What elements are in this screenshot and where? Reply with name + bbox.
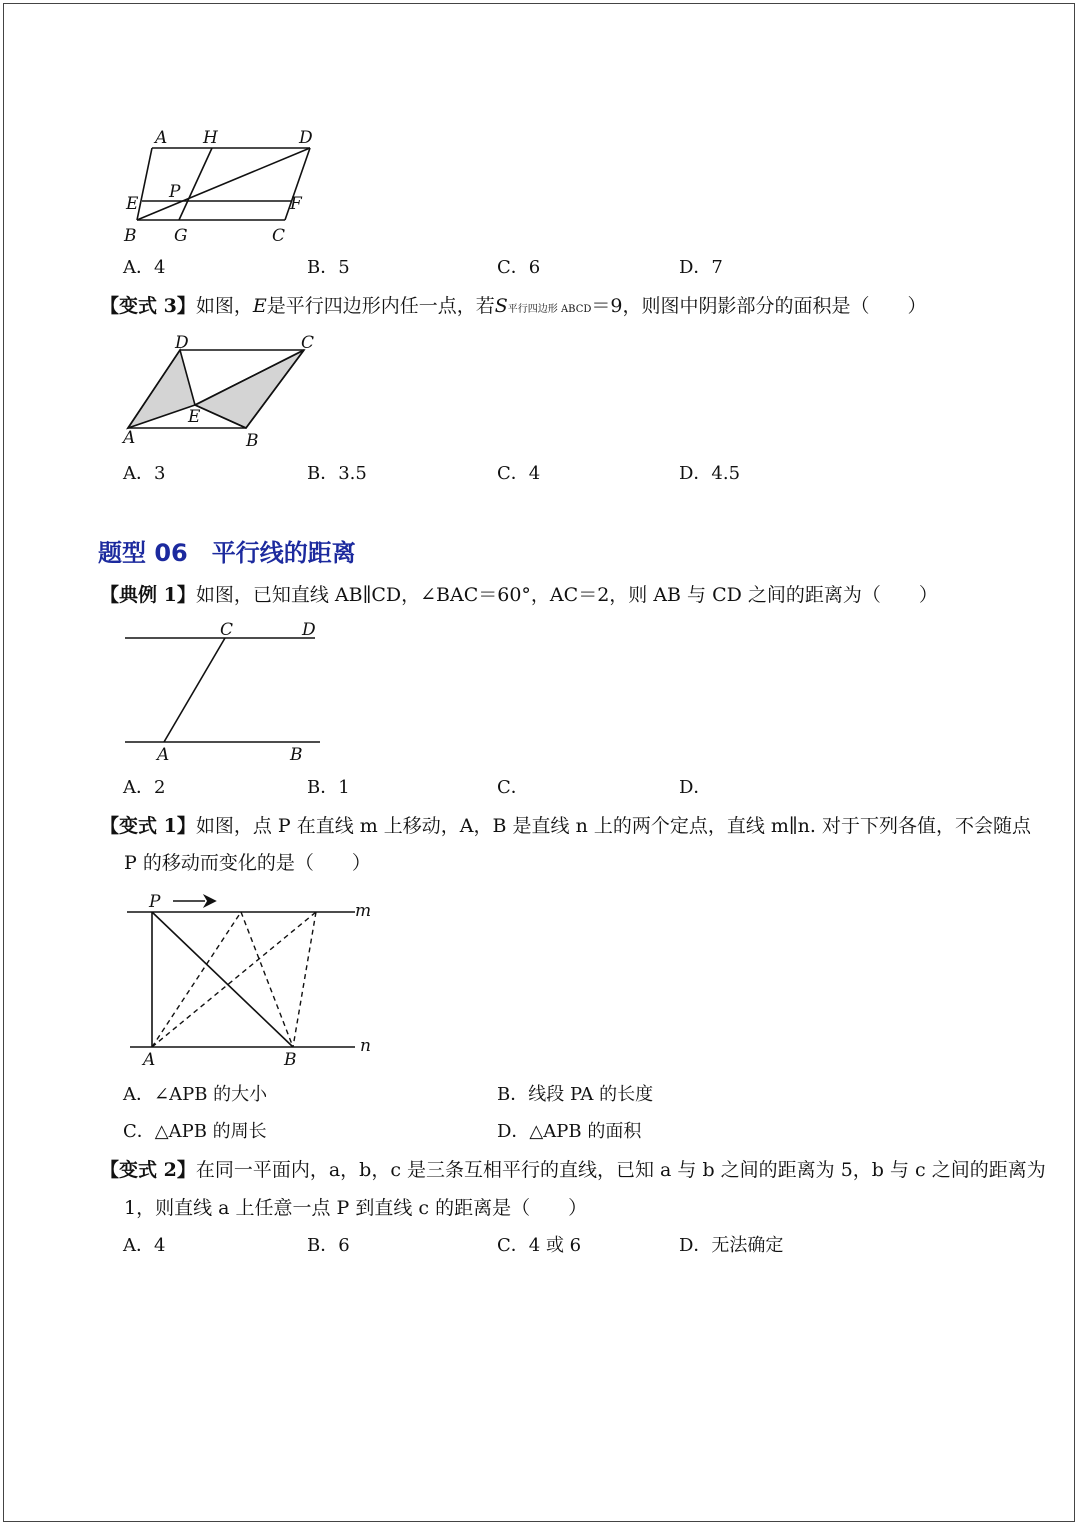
dashed-segment (152, 912, 316, 1047)
fig4-label-a: A (143, 1050, 156, 1070)
question-text-part: 是平行四边形内任一点，若 (266, 295, 495, 317)
fig3-label-a: A (157, 745, 170, 765)
question-text-part: ＝9，则图中阴影部分的面积是（ ） (591, 295, 927, 317)
option-d[interactable]: D．无法确定 (679, 1235, 784, 1256)
question-variant-2-line2: 1，则直线 a 上任意一点 P 到直线 c 的距离是（ ） (124, 1197, 588, 1219)
question-variant-1-line2: P 的移动而变化的是（ ） (124, 852, 371, 874)
fig2-label-a: A (123, 428, 136, 448)
question-variant-3 (100, 294, 926, 322)
question-var-s: S (494, 295, 508, 317)
fig4-label-p: P (149, 892, 161, 912)
fig1-line-hg (179, 148, 212, 220)
question-tag: 【变式 2】 (100, 1159, 196, 1181)
fig1-edge-ab (137, 148, 152, 220)
fig3-label-c: C (220, 620, 234, 640)
fig2-label-d: D (175, 333, 189, 353)
dashed-segment (241, 912, 293, 1047)
option-a[interactable]: A．3 (123, 463, 166, 484)
option-c[interactable]: C． (497, 777, 529, 798)
dashed-segment (293, 912, 316, 1047)
fig3-label-d: D (302, 620, 316, 640)
shaded-triangle-ade (128, 350, 195, 428)
fig1-label-b: B (124, 226, 137, 246)
segment-pb (152, 912, 293, 1047)
fig1-label-h: H (203, 128, 218, 148)
segment-ac (164, 638, 225, 742)
question-tag: 【典例 1】 (100, 584, 196, 606)
option-c[interactable]: C．6 (497, 257, 541, 278)
option-d[interactable]: D．4.5 (679, 463, 741, 484)
fig1-label-d: D (299, 128, 313, 148)
figure-parallelogram-ahd (115, 125, 325, 250)
fig1-label-f: F (290, 194, 302, 214)
option-c[interactable]: C．4 或 6 (497, 1235, 582, 1256)
option-a[interactable]: A．∠APB 的大小 (123, 1084, 268, 1105)
question-tag: 【变式 3】 (100, 295, 196, 317)
question-text: 如图，已知直线 AB∥CD，∠BAC＝60°，AC＝2，则 AB 与 CD 之间的距离为（ ） (195, 584, 938, 606)
figure-shaded-parallelogram (115, 330, 325, 450)
question-example-1 (100, 583, 938, 607)
fig2-label-b: B (246, 431, 259, 450)
question-text-part: 如图， (195, 295, 253, 317)
fig1-label-c: C (272, 226, 286, 246)
question-var-e: E (252, 295, 267, 317)
figure-moving-point-p (115, 885, 380, 1070)
option-d[interactable]: D．7 (679, 257, 723, 278)
option-c[interactable]: C．△APB 的周长 (123, 1121, 267, 1142)
fig4-label-b: B (284, 1050, 297, 1070)
fig1-label-e: E (126, 194, 139, 214)
option-d[interactable]: D． (679, 777, 712, 798)
option-b[interactable]: B．线段 PA 的长度 (497, 1084, 654, 1105)
option-c[interactable]: C．4 (497, 463, 541, 484)
figure-parallel-lines-ab-cd (115, 618, 330, 768)
option-a[interactable]: A．2 (123, 777, 166, 798)
option-b[interactable]: B．5 (307, 257, 350, 278)
question-subscript: 平行四边形 ABCD (507, 304, 592, 315)
question-tag: 【变式 1】 (100, 815, 196, 837)
fig4-label-n: n (360, 1036, 371, 1056)
fig4-label-m: m (355, 901, 372, 921)
fig1-label-g: G (174, 226, 188, 246)
option-b[interactable]: B．3.5 (307, 463, 367, 484)
fig1-label-a: A (155, 128, 168, 148)
question-variant-1 (100, 814, 1031, 838)
fig3-label-b: B (290, 745, 303, 765)
fig2-label-e: E (188, 407, 201, 427)
option-a[interactable]: A．4 (123, 257, 166, 278)
dashed-segment (152, 912, 241, 1047)
fig2-label-c: C (301, 333, 315, 353)
option-b[interactable]: B．6 (307, 1235, 350, 1256)
option-a[interactable]: A．4 (123, 1235, 166, 1256)
arrow-head (205, 896, 215, 906)
question-text-line1: 如图，点 P 在直线 m 上移动，A，B 是直线 n 上的两个定点，直线 m∥n. 对于下列各值，不会随点 (195, 815, 1031, 837)
fig1-diagonal-bd (137, 148, 310, 220)
question-variant-2 (100, 1158, 1046, 1182)
fig1-label-p: P (169, 182, 181, 202)
option-b[interactable]: B．1 (307, 777, 350, 798)
shaded-triangle-bce (195, 350, 304, 428)
section-heading: 题型 06 平行线的距离 (98, 539, 356, 567)
option-d[interactable]: D．△APB 的面积 (497, 1121, 642, 1142)
question-text-line1: 在同一平面内，a，b，c 是三条互相平行的直线，已知 a 与 b 之间的距离为 5，b 与 c 之间的距离为 (195, 1159, 1046, 1181)
